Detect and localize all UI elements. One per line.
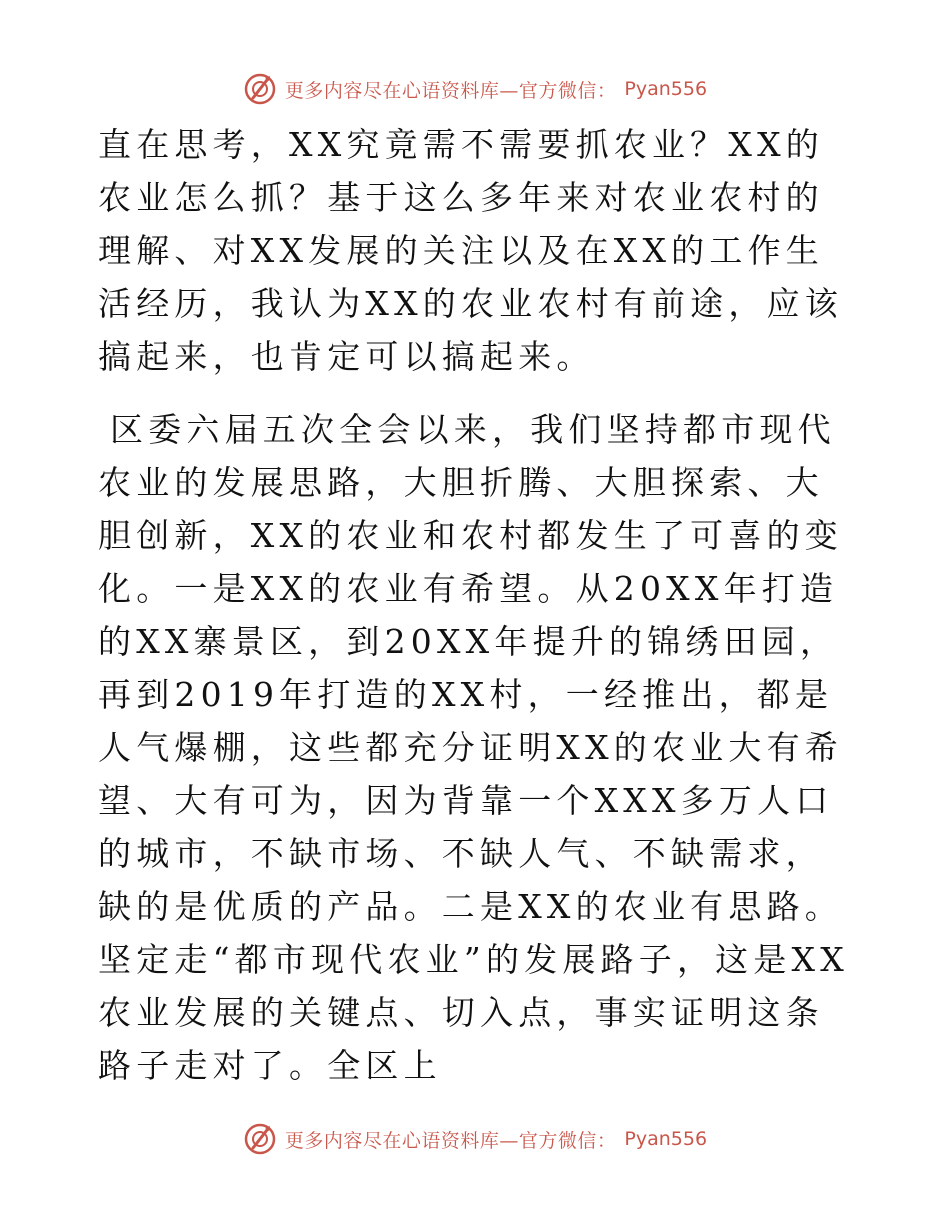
watermark-logo-icon [243, 1122, 277, 1156]
watermark-text: 更多内容尽在心语资料库—官方微信： [284, 79, 617, 102]
watermark-text: 更多内容尽在心语资料库—官方微信： [284, 1129, 617, 1152]
document-body [98, 118, 858, 1092]
header-watermark [0, 72, 950, 106]
watermark-wechat-id: Pyan556 [624, 78, 708, 100]
paragraph-1: 直在思考，XX究竟需不需要抓农业？XX的农业怎么抓？基于这么多年来对农业农村的理解、对XX发展的关注以及在XX的工作生活经历，我认为XX的农业农村有前途，应该搞起来，也肯定可以搞起来。 [98, 125, 843, 376]
watermark-logo-icon [243, 72, 277, 106]
watermark-wechat-id: Pyan556 [624, 1128, 708, 1150]
paragraph-2: 区委六届五次全会以来，我们坚持都市现代农业的发展思路，大胆折腾、大胆探索、大胆创新，XX的农业和农村都发生了可喜的变化。一是XX的农业有希望。从20XX年打造的XX寨景区，到20XX年提升的锦绣田园，再到2019年打造的XX村，一经推出，都是人气爆棚，这些都充分证明XX的农业大有希望、大有可为，因为背靠一个XXX多万人口的城市，不缺市场、不缺人气、不缺需求，缺的是优质的产品。二是XX的农业有思路。坚定走“都市现代农业”的发展路子，这是XX农业发展的关键点、切入点，事实证明这条路子走对了。全区上 [98, 410, 849, 1085]
footer-watermark [0, 1122, 950, 1156]
